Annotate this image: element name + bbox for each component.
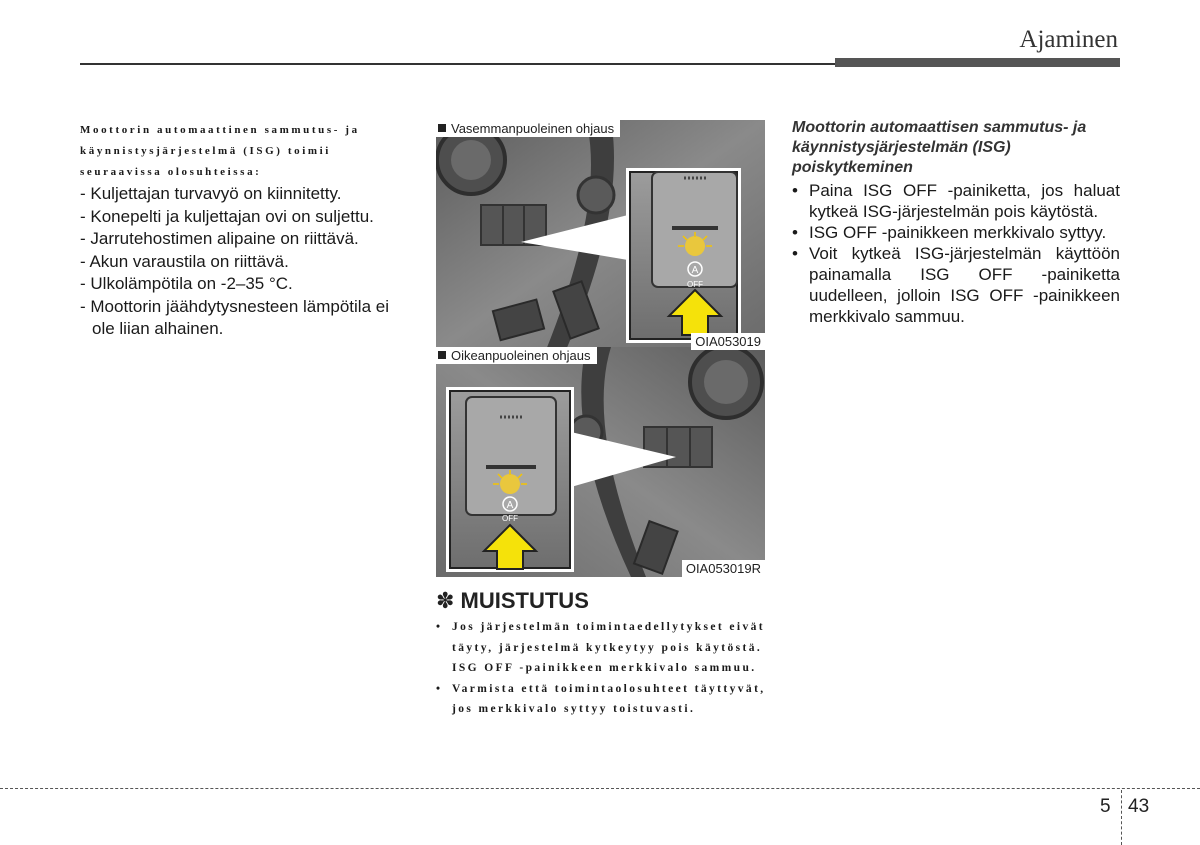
section-heading: Moottorin automaattisen sammutus- ja käynnistysjärjestelmän (ISG) poiskytkeminen bbox=[792, 119, 1087, 176]
isg-a-letter: A bbox=[691, 265, 699, 276]
square-bullet-icon bbox=[438, 351, 446, 359]
note-list bbox=[436, 617, 766, 720]
note-item: • Varmista että toimintaolosuhteet täyttyvät, jos merkkivalo syttyy toistuvasti. bbox=[436, 679, 766, 720]
disable-isg-column bbox=[792, 118, 1120, 327]
conditions-intro: Moottorin automaattinen sammutus- ja käynnistysjärjestelmä (ISG) toimii seuraavissa olosuhteissa: bbox=[80, 124, 360, 178]
figure-left-hand-drive bbox=[436, 120, 765, 350]
disable-steps-list bbox=[792, 180, 1120, 327]
isg-a-letter: A bbox=[506, 500, 514, 511]
condition-item: - Konepelti ja kuljettajan ovi on suljettu. bbox=[80, 206, 374, 226]
figure-code: OIA053019R bbox=[682, 560, 765, 577]
square-bullet-icon bbox=[438, 124, 446, 132]
condition-item: - Moottorin jäähdytysnesteen lämpötila ei ole liian alhainen. bbox=[80, 296, 389, 338]
isg-off-label: OFF bbox=[502, 514, 518, 523]
conditions-list bbox=[80, 183, 410, 341]
note-item: • Jos järjestelmän toimintaedellytykset eivät täyty, järjestelmä kytkeytyy pois käytöstä. ISG OFF -painikkeen merkkivalo sammuu. bbox=[436, 617, 766, 679]
condition-item: - Akun varaustila on riittävä. bbox=[80, 251, 289, 271]
page-number: 43 bbox=[1128, 796, 1150, 817]
step-item: • Voit kytkeä ISG-järjestelmän käyttöön painamalla ISG OFF -painiketta uudelleen, jolloin ISG OFF -painikkeen merkkivalo sammuu. bbox=[792, 243, 1120, 327]
condition-item: - Jarrutehostimen alipaine on riittävä. bbox=[80, 229, 359, 248]
header-rule-thin bbox=[80, 63, 840, 65]
page-header-title: Ajaminen bbox=[1019, 26, 1118, 53]
footer-divider bbox=[1121, 790, 1122, 845]
step-item: • ISG OFF -painikkeen merkkivalo syttyy. bbox=[792, 222, 1120, 243]
step-item: • Paina ISG OFF -painiketta, jos haluat kytkeä ISG-järjestelmän pois käytöstä. bbox=[792, 180, 1120, 222]
isg-off-label: OFF bbox=[687, 280, 703, 289]
figure-label: Oikeanpuoleinen ohjaus bbox=[436, 347, 597, 364]
dashboard-photo bbox=[436, 120, 765, 350]
figure-right-hand-drive bbox=[436, 347, 765, 577]
dashboard-photo bbox=[436, 347, 765, 577]
condition-item: - Kuljettajan turvavyö on kiinnitetty. bbox=[80, 184, 342, 203]
condition-item: - Ulkolämpötila on -2–35 °C. bbox=[80, 274, 293, 293]
conditions-column bbox=[80, 120, 410, 341]
footer-rule bbox=[0, 788, 1200, 789]
note-title: ✽ MUISTUTUS bbox=[436, 588, 589, 613]
section-number: 5 bbox=[1100, 796, 1111, 817]
figure-code: OIA053019 bbox=[691, 333, 765, 350]
header-rule-thick bbox=[835, 58, 1120, 67]
figure-label: Vasemmanpuoleinen ohjaus bbox=[436, 120, 620, 137]
